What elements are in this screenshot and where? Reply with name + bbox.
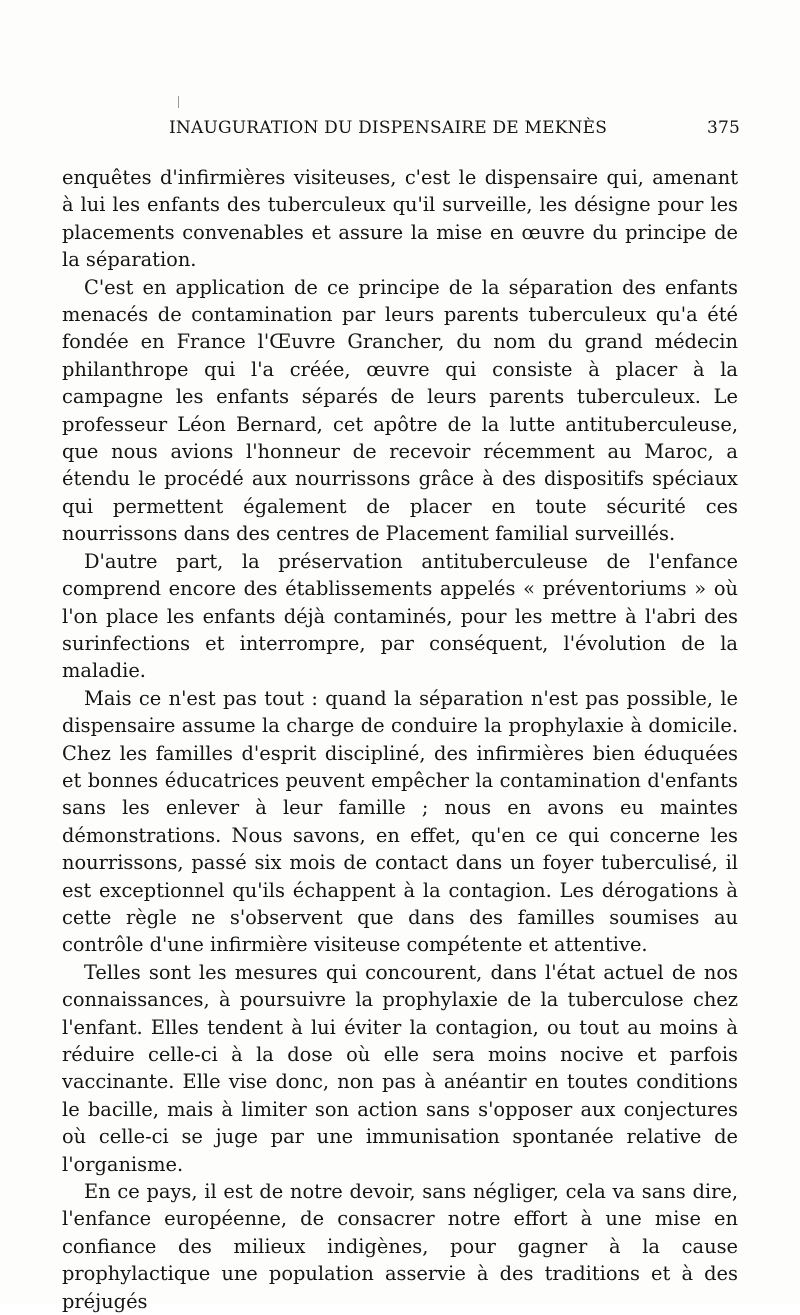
paragraph-5: Telles sont les mesures qui concourent, dans l'état actuel de nos connaissances, à poursuivre la prophylaxie de la tuberculose chez l'enfant. Elles tendent à lui éviter la contagion, ou tout au moins à réduire celle-ci à la dose où elle sera moins nocive et parfois vaccinante. Elle vise donc, non pas à anéantir en toutes conditions le bacille, mais à limiter son action sans s'opposer aux conjectures où celle-ci se juge par une immunisation spontanée relative de l'organisme.: [62, 960, 738, 1176]
paragraph-6: En ce pays, il est de notre devoir, sans négliger, cela va sans dire, l'enfance européenne, de consacrer notre effort à une mise en confiance des milieux indigènes, pour gagner à la cause prophylactique une population asservie à des traditions et à des préjugés: [62, 1180, 738, 1313]
body-text: [62, 164, 738, 1315]
running-title: INAUGURATION DU DISPENSAIRE DE MEKNÈS: [169, 118, 608, 138]
margin-mark: [178, 96, 179, 108]
paragraph-3: D'autre part, la préservation antituberculeuse de l'enfance comprend encore des établissements appelés « préventoriums » où l'on place les enfants déjà contaminés, pour les mettre à l'abri des surinfections et interrompre, par conséquent, l'évolution de la maladie.: [62, 549, 738, 683]
paragraph-4: Mais ce n'est pas tout : quand la séparation n'est pas possible, le dispensaire assume la charge de conduire la prophylaxie à domicile. Chez les familles d'esprit discipliné, des infirmières bien éduquées et bonnes éducatrices peuvent empêcher la contamination d'enfants sans les enlever à leur famille ; nous en avons eu maintes démonstrations. Nous savons, en effet, qu'en ce qui concerne les nourrissons, passé six mois de contact dans un foyer tuberculisé, il est exceptionnel qu'ils échappent à la contagion. Les dérogations à cette règle ne s'observent que dans des familles soumises au contrôle d'une infirmière visiteuse compétente et attentive.: [62, 686, 738, 957]
paragraph-2: C'est en application de ce principe de la séparation des enfants menacés de contamination par leurs parents tuberculeux qu'a été fondée en France l'Œuvre Grancher, du nom du grand médecin philanthrope qui l'a créée, œuvre qui consiste à placer à la campagne les enfants séparés de leurs parents tuberculeux. Le professeur Léon Bernard, cet apôtre de la lutte antituberculeuse, que nous avions l'honneur de recevoir récemment au Maroc, a étendu le procédé aux nourrissons grâce à des dispositifs spéciaux qui permettent également de placer en toute sécurité ces nourrissons dans des centres de Placement familial surveillés.: [62, 275, 738, 546]
page-header: [64, 118, 740, 144]
page-number: 375: [706, 118, 740, 138]
paragraph-1: enquêtes d'infirmières visiteuses, c'est le dispensaire qui, amenant à lui les enfants des tuberculeux qu'il surveille, les désigne pour les placements convenables et assure la mise en œuvre du principe de la séparation.: [62, 166, 738, 272]
